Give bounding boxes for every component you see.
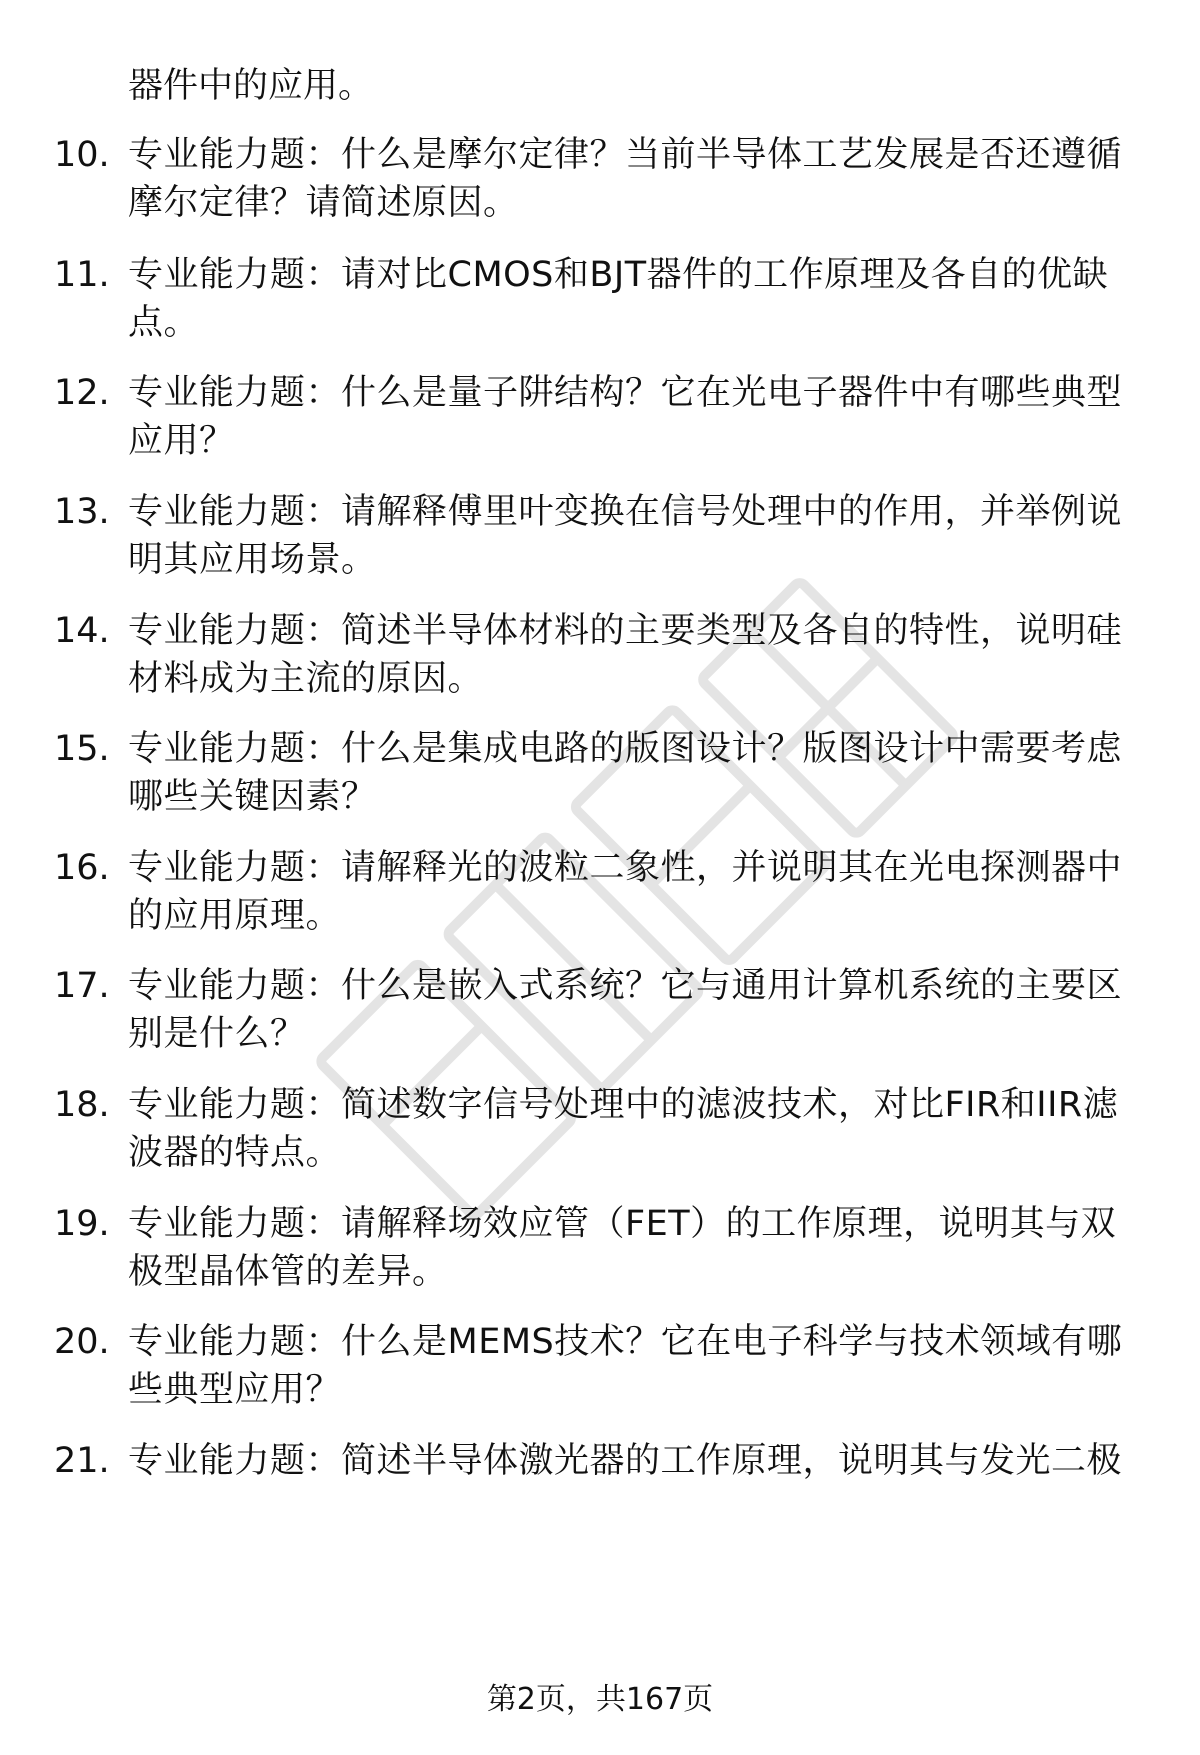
item-text: 专业能力题：请对比CMOS和BJT器件的工作原理及各自的优缺点。 xyxy=(128,255,1109,343)
item-number: 10. xyxy=(54,135,110,175)
item-text: 专业能力题：简述数字信号处理中的滤波技术，对比FIR和IIR滤波器的特点。 xyxy=(128,1085,1119,1173)
item-text: 专业能力题：什么是集成电路的版图设计？版图设计中需要考虑哪些关键因素？ xyxy=(128,729,1123,817)
item-number: 17. xyxy=(54,966,110,1006)
item-text: 专业能力题：请解释场效应管（FET）的工作原理，说明其与双极型晶体管的差异。 xyxy=(128,1204,1117,1292)
item-number: 13. xyxy=(54,492,110,532)
item-number: 19. xyxy=(54,1204,110,1244)
item-text: 专业能力题：什么是MEMS技术？它在电子科学与技术领域有哪些典型应用？ xyxy=(128,1322,1123,1410)
item-number: 14. xyxy=(54,611,110,651)
item-number: 15. xyxy=(54,729,110,769)
item-text: 专业能力题：请解释光的波粒二象性，并说明其在光电探测器中的应用原理。 xyxy=(128,848,1123,936)
item-number: 16. xyxy=(54,848,110,888)
item-text: 专业能力题：什么是嵌入式系统？它与通用计算机系统的主要区别是什么？ xyxy=(128,966,1123,1054)
item-text: 专业能力题：简述半导体激光器的工作原理，说明其与发光二极 xyxy=(128,1441,1123,1481)
item-text: 专业能力题：简述半导体材料的主要类型及各自的特性，说明硅材料成为主流的原因。 xyxy=(128,611,1123,699)
item-number: 20. xyxy=(54,1322,110,1362)
page-footer: 第2页，共167页 xyxy=(486,1682,714,1717)
item-number: 12. xyxy=(54,373,110,413)
item-text: 专业能力题：请解释傅里叶变换在信号处理中的作用，并举例说明其应用场景。 xyxy=(128,492,1123,580)
item-number: 21. xyxy=(54,1441,110,1481)
item-number: 11. xyxy=(54,255,110,295)
item-text: 专业能力题：什么是摩尔定律？当前半导体工艺发展是否还遵循摩尔定律？请简述原因。 xyxy=(128,135,1123,223)
continuation-text: 器件中的应用。 xyxy=(128,66,374,106)
item-text: 专业能力题：什么是量子阱结构？它在光电子器件中有哪些典型应用？ xyxy=(128,373,1123,461)
item-number: 18. xyxy=(54,1085,110,1125)
